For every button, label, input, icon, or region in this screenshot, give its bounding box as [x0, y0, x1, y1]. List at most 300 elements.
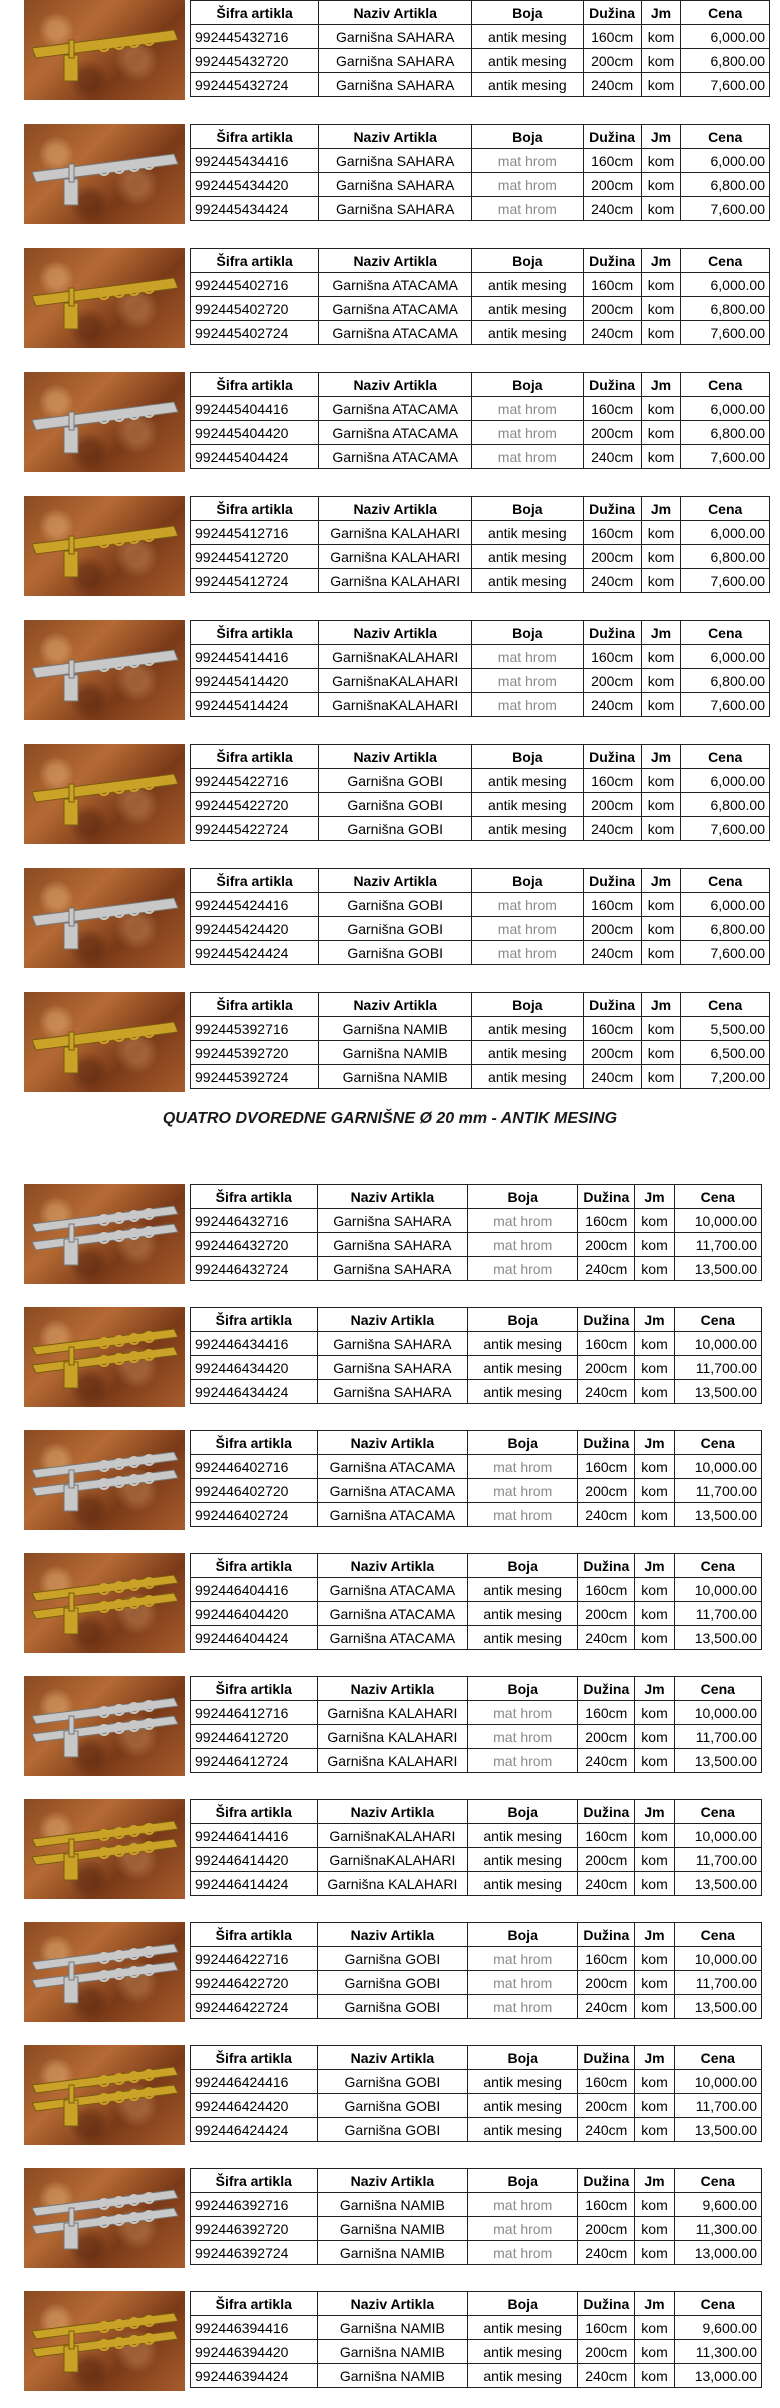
cell-unit: kom: [641, 321, 681, 345]
cell-color: antik mesing: [472, 1065, 584, 1089]
cell-unit: kom: [635, 1332, 674, 1356]
cell-length: 240cm: [583, 321, 641, 345]
table-row: [191, 2217, 762, 2241]
header-name: Naziv Artikla: [319, 249, 472, 273]
cell-color: mat hrom: [468, 2193, 578, 2217]
cell-name: Garnišna ATACAMA: [317, 1626, 468, 1650]
cell-code: 992445414416: [191, 645, 319, 669]
cell-code: 992446432716: [191, 1209, 318, 1233]
table-row: [191, 2118, 762, 2142]
cell-length: 240cm: [578, 2241, 635, 2265]
header-color: Boja: [468, 2169, 578, 2193]
cell-unit: kom: [635, 1578, 674, 1602]
header-code: Šifra artikla: [191, 993, 319, 1017]
cell-unit: kom: [641, 297, 681, 321]
cell-code: 992445392724: [191, 1065, 319, 1089]
header-color: Boja: [472, 993, 584, 1017]
cell-unit: kom: [641, 421, 681, 445]
header-code: Šifra artikla: [191, 745, 319, 769]
cell-name: Garnišna NAMIB: [317, 2217, 468, 2241]
header-code: Šifra artikla: [191, 1185, 318, 1209]
cell-code: 992446404420: [191, 1602, 318, 1626]
cell-code: 992445422720: [191, 793, 319, 817]
table-row: [191, 917, 770, 941]
table-row: [191, 173, 770, 197]
table-row: [191, 2241, 762, 2265]
cell-color: antik mesing: [468, 2094, 578, 2118]
cell-color: antik mesing: [472, 73, 584, 97]
header-price: Cena: [681, 621, 770, 645]
product-table: [190, 744, 770, 841]
cell-code: 992446412716: [191, 1701, 318, 1725]
cell-price: 6,000.00: [681, 645, 770, 669]
curtain-rod-icon: [24, 744, 185, 844]
cell-price: 11,300.00: [674, 2217, 761, 2241]
cell-length: 200cm: [578, 1971, 635, 1995]
header-color: Boja: [468, 1923, 578, 1947]
header-unit: Jm: [635, 2169, 674, 2193]
cell-price: 6,000.00: [681, 521, 770, 545]
cell-name: Garnišna NAMIB: [317, 2364, 468, 2388]
table-row: [191, 2070, 762, 2094]
cell-color: mat hrom: [468, 1503, 578, 1527]
cell-length: 240cm: [583, 817, 641, 841]
cell-length: 160cm: [578, 1332, 635, 1356]
table-row: [191, 1209, 762, 1233]
bracket-arm: [69, 908, 74, 926]
curtain-rod-icon: [24, 372, 185, 472]
cell-price: 10,000.00: [674, 1947, 761, 1971]
header-unit: Jm: [635, 1800, 674, 1824]
cell-length: 160cm: [583, 273, 641, 297]
cell-unit: kom: [635, 1701, 674, 1725]
cell-unit: kom: [635, 1824, 674, 1848]
header-color: Boja: [472, 745, 584, 769]
product-table: [190, 496, 770, 593]
header-code: Šifra artikla: [191, 125, 319, 149]
table-row: [191, 2316, 762, 2340]
curtain-rod-icon: [24, 1922, 185, 2022]
wall-bracket: [64, 923, 78, 949]
table-row: [191, 1233, 762, 1257]
wall-bracket: [64, 2100, 78, 2126]
cell-color: antik mesing: [468, 2118, 578, 2142]
header-price: Cena: [674, 1677, 761, 1701]
table-row: [191, 941, 770, 965]
cell-code: 992446422724: [191, 1995, 318, 2019]
cell-color: antik mesing: [468, 1356, 578, 1380]
cell-color: mat hrom: [472, 669, 584, 693]
cell-color: antik mesing: [472, 321, 584, 345]
cell-price: 13,500.00: [674, 1380, 761, 1404]
header-color: Boja: [472, 125, 584, 149]
cell-unit: kom: [635, 1971, 674, 1995]
header-code: Šifra artikla: [191, 1800, 318, 1824]
product-block: [0, 620, 780, 720]
rod-bar: [32, 1022, 178, 1050]
curtain-rod-icon: [24, 1553, 185, 1653]
product-block: [0, 744, 780, 844]
cell-price: 6,000.00: [681, 397, 770, 421]
wall-bracket: [64, 427, 78, 453]
cell-price: 13,500.00: [674, 1626, 761, 1650]
product-block: [0, 1184, 780, 1284]
header-name: Naziv Artikla: [317, 2169, 468, 2193]
cell-price: 13,500.00: [674, 2118, 761, 2142]
cell-price: 6,800.00: [681, 917, 770, 941]
bracket-arm: [69, 1839, 74, 1857]
table-header-row: [191, 1185, 762, 1209]
cell-color: mat hrom: [468, 1725, 578, 1749]
cell-color: mat hrom: [472, 693, 584, 717]
cell-price: 6,500.00: [681, 1041, 770, 1065]
cell-name: Garnišna NAMIB: [319, 1041, 472, 1065]
cell-length: 200cm: [578, 2094, 635, 2118]
cell-length: 160cm: [578, 2316, 635, 2340]
cell-color: antik mesing: [472, 1017, 584, 1041]
cell-name: Garnišna ATACAMA: [317, 1503, 468, 1527]
cell-name: Garnišna NAMIB: [317, 2241, 468, 2265]
cell-name: Garnišna GOBI: [319, 893, 472, 917]
cell-name: Garnišna SAHARA: [319, 197, 472, 221]
header-unit: Jm: [641, 1, 681, 25]
cell-unit: kom: [641, 545, 681, 569]
cell-color: antik mesing: [468, 2316, 578, 2340]
cell-unit: kom: [641, 769, 681, 793]
table-row: [191, 1848, 762, 1872]
cell-name: GarnišnaKALAHARI: [317, 1824, 468, 1848]
cell-length: 200cm: [578, 1602, 635, 1626]
cell-color: mat hrom: [472, 445, 584, 469]
header-color: Boja: [468, 1431, 578, 1455]
cell-code: 992445412720: [191, 545, 319, 569]
cell-unit: kom: [635, 2241, 674, 2265]
cell-length: 160cm: [583, 149, 641, 173]
cell-length: 240cm: [583, 197, 641, 221]
wall-bracket: [64, 1047, 78, 1073]
cell-unit: kom: [635, 1479, 674, 1503]
curtain-rod-icon: [24, 1799, 185, 1899]
cell-color: mat hrom: [468, 1701, 578, 1725]
cell-length: 240cm: [578, 1257, 635, 1281]
bracket-arm: [69, 1962, 74, 1980]
cell-length: 240cm: [578, 1626, 635, 1650]
table-header-row: [191, 125, 770, 149]
cell-code: 992445414420: [191, 669, 319, 693]
header-code: Šifra artikla: [191, 621, 319, 645]
cell-length: 240cm: [578, 2118, 635, 2142]
cell-length: 240cm: [583, 693, 641, 717]
curtain-rod-icon: [24, 1307, 185, 1407]
cell-name: Garnišna NAMIB: [317, 2340, 468, 2364]
cell-code: 992446434424: [191, 1380, 318, 1404]
cell-color: mat hrom: [468, 1995, 578, 2019]
table-row: [191, 1479, 762, 1503]
cell-unit: kom: [635, 2316, 674, 2340]
cell-unit: kom: [641, 793, 681, 817]
cell-name: GarnišnaKALAHARI: [319, 693, 472, 717]
cell-length: 200cm: [578, 1233, 635, 1257]
header-length: Dužina: [578, 1308, 635, 1332]
rod-bar: [32, 30, 178, 58]
header-price: Cena: [674, 1308, 761, 1332]
table-row: [191, 645, 770, 669]
cell-name: Garnišna ATACAMA: [319, 273, 472, 297]
product-block: [0, 1799, 780, 1899]
product-table: [190, 1676, 762, 1773]
cell-color: antik mesing: [472, 49, 584, 73]
cell-color: antik mesing: [468, 2070, 578, 2094]
table-row: [191, 793, 770, 817]
cell-length: 200cm: [583, 669, 641, 693]
header-length: Dužina: [583, 869, 641, 893]
cell-price: 7,600.00: [681, 693, 770, 717]
cell-unit: kom: [641, 1017, 681, 1041]
header-length: Dužina: [578, 1677, 635, 1701]
cell-unit: kom: [635, 1626, 674, 1650]
cell-name: Garnišna GOBI: [319, 941, 472, 965]
table-row: [191, 2340, 762, 2364]
product-table: [190, 992, 770, 1089]
cell-code: 992446422716: [191, 1947, 318, 1971]
table-row: [191, 321, 770, 345]
table-row: [191, 1017, 770, 1041]
cell-name: Garnišna ATACAMA: [319, 421, 472, 445]
header-unit: Jm: [641, 373, 681, 397]
cell-name: Garnišna SAHARA: [317, 1257, 468, 1281]
cell-length: 240cm: [578, 2364, 635, 2388]
curtain-rod-icon: [24, 248, 185, 348]
cell-name: Garnišna KALAHARI: [319, 569, 472, 593]
cell-name: Garnišna KALAHARI: [317, 1725, 468, 1749]
cell-unit: kom: [641, 397, 681, 421]
cell-price: 10,000.00: [674, 1455, 761, 1479]
product-table: [190, 1307, 762, 1404]
cell-code: 992445434424: [191, 197, 319, 221]
cell-name: Garnišna SAHARA: [319, 173, 472, 197]
cell-name: Garnišna SAHARA: [319, 73, 472, 97]
cell-code: 992445422724: [191, 817, 319, 841]
product-block: [0, 2168, 780, 2268]
cell-unit: kom: [641, 693, 681, 717]
cell-name: Garnišna ATACAMA: [317, 1479, 468, 1503]
cell-price: 10,000.00: [674, 1578, 761, 1602]
bracket-arm: [69, 784, 74, 802]
table-row: [191, 25, 770, 49]
header-name: Naziv Artikla: [317, 1923, 468, 1947]
cell-price: 10,000.00: [674, 1332, 761, 1356]
header-unit: Jm: [641, 745, 681, 769]
product-photo: [24, 124, 185, 224]
header-price: Cena: [674, 2046, 761, 2070]
cell-color: mat hrom: [472, 197, 584, 221]
cell-name: Garnišna GOBI: [317, 2070, 468, 2094]
cell-code: 992445424424: [191, 941, 319, 965]
table-header-row: [191, 2292, 762, 2316]
cell-price: 7,200.00: [681, 1065, 770, 1089]
cell-length: 200cm: [583, 917, 641, 941]
header-name: Naziv Artikla: [319, 621, 472, 645]
cell-unit: kom: [635, 1749, 674, 1773]
bracket-arm: [69, 536, 74, 554]
curtain-rod-icon: [24, 1676, 185, 1776]
header-price: Cena: [674, 1431, 761, 1455]
bracket-arm: [69, 1593, 74, 1611]
cell-color: mat hrom: [468, 1749, 578, 1773]
cell-color: antik mesing: [468, 1602, 578, 1626]
header-price: Cena: [674, 1185, 761, 1209]
rod-bar: [32, 774, 178, 802]
cell-color: mat hrom: [468, 1257, 578, 1281]
header-code: Šifra artikla: [191, 1923, 318, 1947]
cell-color: mat hrom: [468, 1209, 578, 1233]
bracket-arm: [69, 1470, 74, 1488]
cell-code: 992446412724: [191, 1749, 318, 1773]
cell-code: 992445424420: [191, 917, 319, 941]
product-block: [0, 1307, 780, 1407]
table-row: [191, 769, 770, 793]
header-unit: Jm: [635, 2292, 674, 2316]
cell-length: 240cm: [583, 445, 641, 469]
cell-code: 992445432724: [191, 73, 319, 97]
header-code: Šifra artikla: [191, 2169, 318, 2193]
cell-color: antik mesing: [468, 1380, 578, 1404]
product-block: [0, 248, 780, 348]
product-photo: [24, 496, 185, 596]
table-row: [191, 1626, 762, 1650]
cell-code: 992446412720: [191, 1725, 318, 1749]
cell-price: 7,600.00: [681, 941, 770, 965]
cell-price: 9,600.00: [674, 2316, 761, 2340]
bracket-arm: [69, 1347, 74, 1365]
cell-length: 240cm: [578, 1995, 635, 2019]
table-header-row: [191, 621, 770, 645]
cell-length: 200cm: [583, 49, 641, 73]
cell-price: 5,500.00: [681, 1017, 770, 1041]
table-row: [191, 1332, 762, 1356]
table-row: [191, 445, 770, 469]
table-row: [191, 1971, 762, 1995]
cell-price: 10,000.00: [674, 1701, 761, 1725]
header-name: Naziv Artikla: [319, 373, 472, 397]
cell-unit: kom: [635, 2364, 674, 2388]
cell-price: 7,600.00: [681, 445, 770, 469]
cell-unit: kom: [641, 645, 681, 669]
cell-code: 992446424424: [191, 2118, 318, 2142]
cell-color: antik mesing: [472, 521, 584, 545]
product-photo: [24, 868, 185, 968]
cell-code: 992445402724: [191, 321, 319, 345]
cell-code: 992445402720: [191, 297, 319, 321]
header-color: Boja: [468, 1554, 578, 1578]
cell-unit: kom: [641, 941, 681, 965]
cell-name: Garnišna SAHARA: [317, 1380, 468, 1404]
header-name: Naziv Artikla: [319, 125, 472, 149]
cell-color: mat hrom: [468, 1455, 578, 1479]
cell-code: 992445412724: [191, 569, 319, 593]
curtain-rod-icon: [24, 1430, 185, 1530]
product-table: [190, 1799, 762, 1896]
cell-color: mat hrom: [472, 893, 584, 917]
header-unit: Jm: [635, 1923, 674, 1947]
table-row: [191, 1824, 762, 1848]
header-unit: Jm: [641, 621, 681, 645]
cell-name: Garnišna SAHARA: [317, 1332, 468, 1356]
header-price: Cena: [681, 497, 770, 521]
cell-code: 992446402724: [191, 1503, 318, 1527]
cell-length: 200cm: [578, 1848, 635, 1872]
cell-length: 200cm: [583, 1041, 641, 1065]
curtain-rod-icon: [24, 2291, 185, 2391]
table-row: [191, 1065, 770, 1089]
cell-name: Garnišna NAMIB: [317, 2316, 468, 2340]
cell-unit: kom: [641, 817, 681, 841]
cell-code: 992446392720: [191, 2217, 318, 2241]
curtain-rod-icon: [24, 868, 185, 968]
cell-unit: kom: [635, 2340, 674, 2364]
cell-price: 6,000.00: [681, 769, 770, 793]
cell-code: 992445432716: [191, 25, 319, 49]
wall-bracket: [64, 1485, 78, 1511]
cell-length: 160cm: [578, 1578, 635, 1602]
header-price: Cena: [674, 1800, 761, 1824]
bracket-arm: [69, 2085, 74, 2103]
rod-bar: [32, 898, 178, 926]
cell-unit: kom: [641, 273, 681, 297]
cell-length: 160cm: [578, 1824, 635, 1848]
cell-name: Garnišna ATACAMA: [317, 1455, 468, 1479]
cell-code: 992445404424: [191, 445, 319, 469]
table-row: [191, 669, 770, 693]
header-color: Boja: [468, 2292, 578, 2316]
cell-code: 992446404424: [191, 1626, 318, 1650]
cell-length: 160cm: [578, 1701, 635, 1725]
product-photo: [24, 620, 185, 720]
cell-code: 992446424416: [191, 2070, 318, 2094]
product-photo: [24, 992, 185, 1092]
cell-name: Garnišna KALAHARI: [317, 1872, 468, 1896]
cell-code: 992446394424: [191, 2364, 318, 2388]
header-unit: Jm: [641, 249, 681, 273]
cell-length: 160cm: [583, 893, 641, 917]
cell-name: Garnišna ATACAMA: [319, 321, 472, 345]
cell-color: antik mesing: [468, 1578, 578, 1602]
cell-code: 992446392716: [191, 2193, 318, 2217]
cell-unit: kom: [635, 1848, 674, 1872]
cell-length: 160cm: [578, 1209, 635, 1233]
bracket-arm: [69, 288, 74, 306]
cell-code: 992446432720: [191, 1233, 318, 1257]
cell-length: 240cm: [583, 1065, 641, 1089]
header-length: Dužina: [578, 1923, 635, 1947]
cell-code: 992445424416: [191, 893, 319, 917]
header-unit: Jm: [641, 125, 681, 149]
cell-length: 200cm: [578, 2340, 635, 2364]
cell-color: antik mesing: [472, 545, 584, 569]
cell-unit: kom: [641, 197, 681, 221]
header-price: Cena: [674, 1923, 761, 1947]
header-length: Dužina: [578, 1185, 635, 1209]
table-header-row: [191, 1308, 762, 1332]
wall-bracket: [64, 1854, 78, 1880]
header-unit: Jm: [641, 497, 681, 521]
product-photo: [24, 744, 185, 844]
product-photo: [24, 1307, 185, 1407]
header-name: Naziv Artikla: [317, 1308, 468, 1332]
table-row: [191, 73, 770, 97]
wall-bracket: [64, 2223, 78, 2249]
cell-unit: kom: [641, 521, 681, 545]
